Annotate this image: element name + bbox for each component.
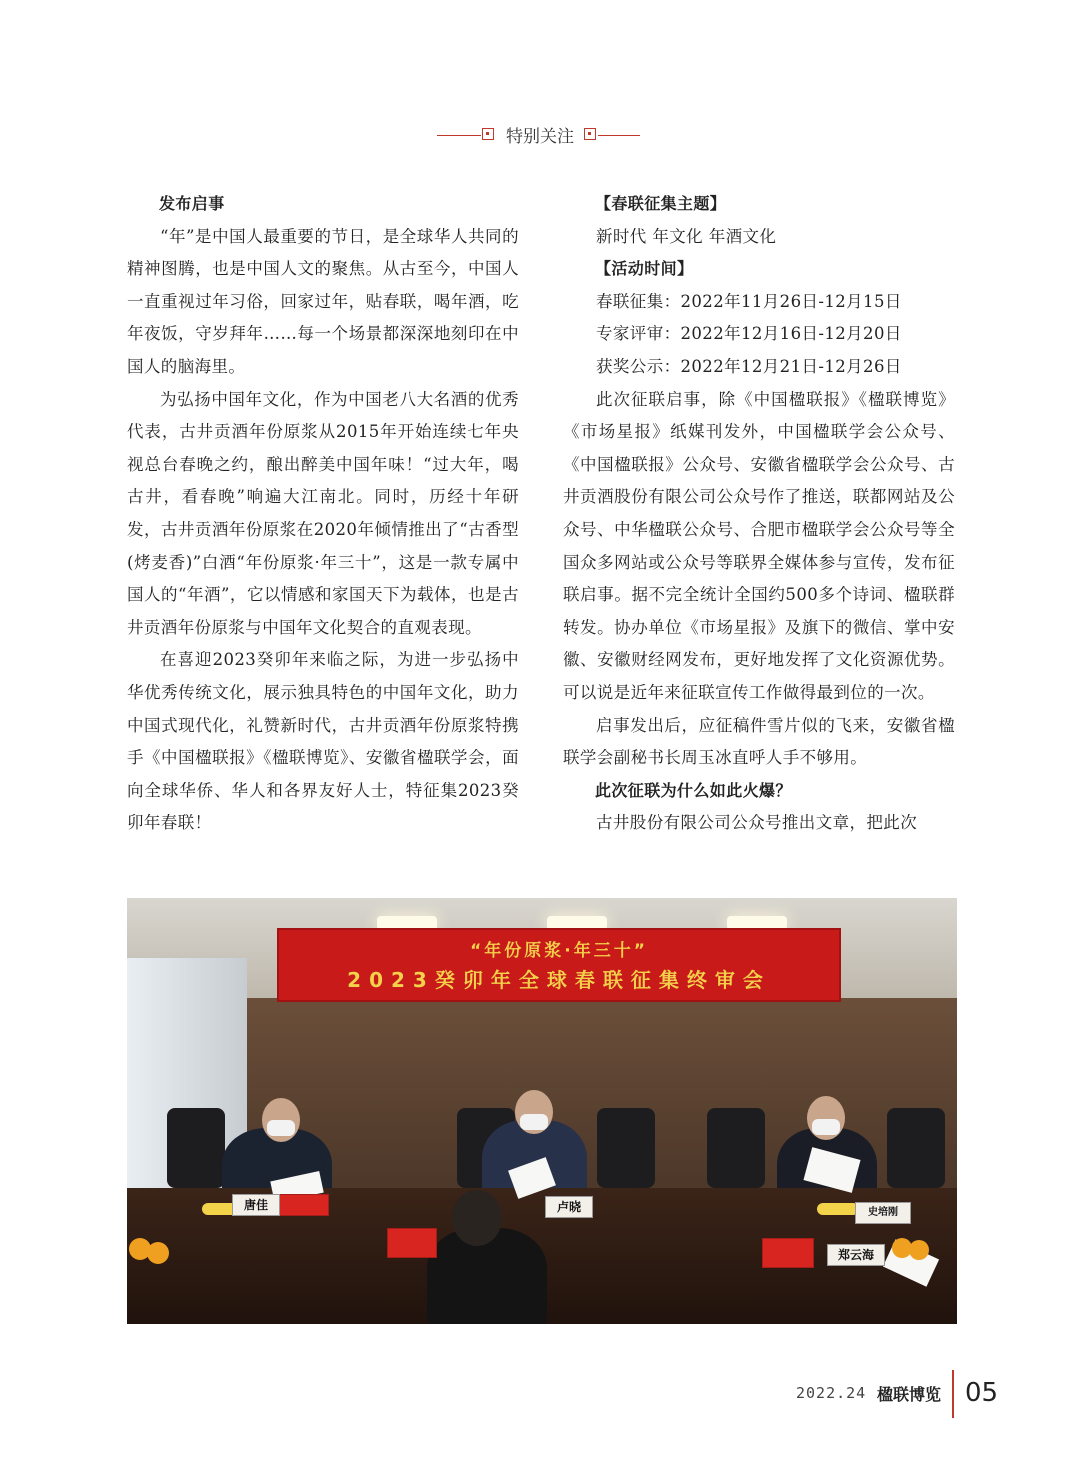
paragraph: 古井股份有限公司公众号推出文章，把此次 [596,813,918,833]
banana [817,1203,859,1215]
section-header [0,120,1080,150]
footer-divider [952,1370,954,1418]
header-ornament-left-icon [482,128,494,140]
face-mask [267,1120,295,1136]
tissue-box [387,1228,437,1258]
paragraph: 此次征联启事，除《中国楹联报》《楹联博览》《市场星报》纸媒刊发外，中国楹联学会公众号、《中国楹联报》公众号、安徽省楹联学会公众号、古井贡酒股份有限公司公众号作了推送，联都网站及公众号、中华楹联公众号、合肥市楹联学会公众号等全国众多网站或公众号等联界全媒体参与宣传，发布征联启事。据不完全统计全国约500多个诗词、楹联群转发。协办单位《市场星报》及旗下的微信、掌中安徽、安徽财经网发布，更好地发挥了文化资源优势。可以说是近年来征联宣传工作做得最到位的一次。 [563,389,955,702]
nameplate: 卢晓 [545,1196,593,1218]
banner-line-1: “年份原浆·年三十” [470,941,648,961]
photo-banner [277,928,841,1002]
face-mask [520,1114,548,1130]
paragraph: 启事发出后，应征稿件雪片似的飞来，安徽省楹联学会副秘书长周玉冰直呼人手不够用。 [563,715,955,768]
face-mask [812,1119,840,1135]
person-head [452,1190,502,1246]
chair [597,1108,655,1188]
schedule-item: 专家评审：2022年12月16日-12月20日 [596,324,902,344]
theme-label: 【春联征集主题】 [595,194,727,213]
nameplate: 唐佳 [232,1194,280,1216]
paragraph: 为弘扬中国年文化，作为中国老八大名酒的优秀代表，古井贡酒年份原浆从2015年开始连续七年央视总台春晚之约，酿出醉美中国年味！“过大年，喝古井，看春晚”响遍大江南北。同时，历经十年研发，古井贡酒年份原浆在2020年倾情推出了“古香型(烤麦香)”白酒“年份原浆·年三十”，这是一款专属中国人的“年酒”，它以情感和家国天下为载体，也是古井贡酒年份原浆与中国年文化契合的直观表现。 [127,389,519,637]
page-number: 05 [965,1378,999,1408]
tissue-box [277,1194,329,1216]
nameplate: 史培刚 [855,1202,911,1224]
section-title: 特别关注 [506,127,574,147]
theme-text: 新时代 年文化 年酒文化 [596,226,777,246]
right-column [563,188,955,840]
chair [167,1108,225,1188]
header-ornament-right-icon [584,128,596,140]
chair [887,1108,945,1188]
schedule-item: 获奖公示：2022年12月21日-12月26日 [596,356,902,376]
magazine-name: 楹联博览 [877,1385,942,1404]
header-rule-left [437,135,481,136]
orange [147,1242,169,1264]
announcement-heading: 发布启事 [159,194,225,213]
subheading: 此次征联为什么如此火爆？ [595,780,792,800]
meeting-photo [127,898,957,1324]
tissue-box [762,1238,814,1268]
issue-number: 2022.24 [796,1384,867,1402]
time-label: 【活动时间】 [595,259,694,279]
chair [707,1108,765,1188]
banner-line-2: 2023癸卯年全球春联征集终审会 [347,968,771,992]
nameplate: 郑云海 [827,1244,885,1266]
orange [909,1240,929,1260]
header-rule-right [598,135,640,136]
paragraph: 在喜迎2023癸卯年来临之际，为进一步弘扬中华优秀传统文化，展示独具特色的中国年文化，助力中国式现代化，礼赞新时代，古井贡酒年份原浆特携手《中国楹联报》《楹联博览》、安徽省楹联学会，面向全球华侨、华人和各界友好人士，特征集2023癸卯年春联！ [127,650,519,833]
paragraph: “年”是中国人最重要的节日，是全球华人共同的精神图腾，也是中国人文的聚焦。从古至今，中国人一直重视过年习俗，回家过年，贴春联，喝年酒，吃年夜饭，守岁拜年……每一个场景都深深地刻印在中国人的脑海里。 [127,226,519,376]
schedule-item: 春联征集：2022年11月26日-12月15日 [596,291,902,311]
left-column [127,188,519,840]
